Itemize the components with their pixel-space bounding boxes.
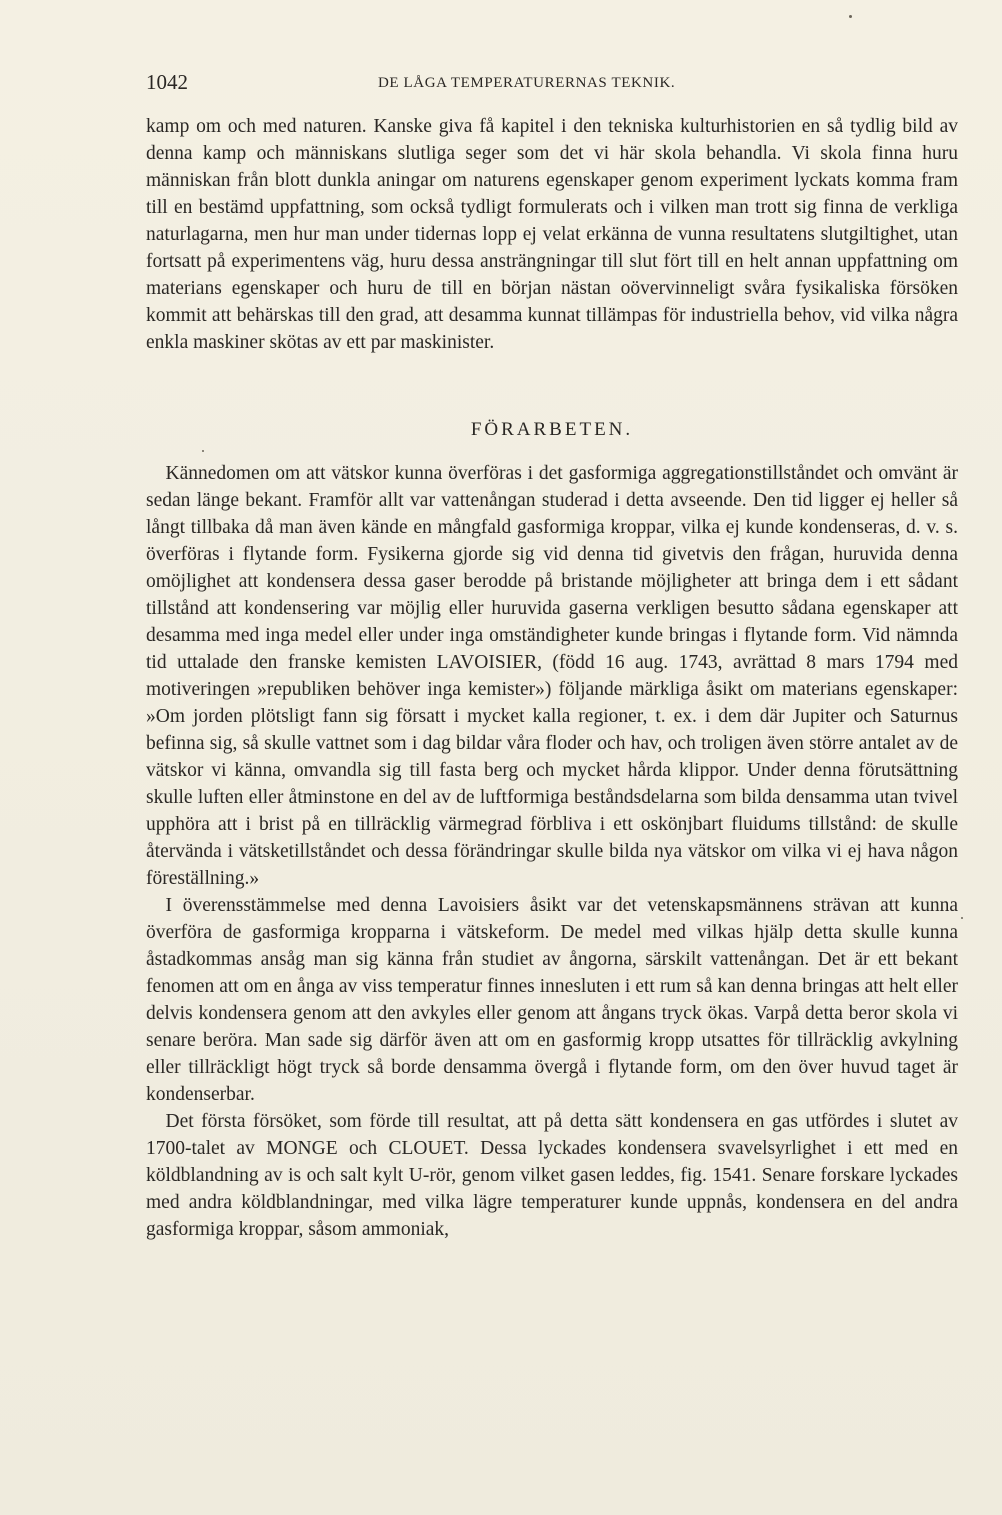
- ink-speck: [202, 450, 204, 452]
- page-number: 1042: [146, 70, 188, 94]
- paragraph-forarbeten: Kännedomen om att vätskor kunna överföras i det gasformiga aggregationstillståndet och omvänt är sedan länge bekant. Framför allt var vattenångan studerad i detta avseende. Den tid ligger ej heller så långt tillbaka då man även kände en mångfald gasformiga kroppar, vilka ej kunde kondenseras, d. v. s. överföras i flytande form. Fysikerna gjorde sig vid denna tid givetvis den frågan, huruvida denna omöjlighet att kondensera dessa gaser berodde på bristande möjligheter att bringa dem i ett sådant tillstånd att kondensering var möjlig eller huruvida gaserna verkligen besutto sådana egenskaper att desamma med inga medel eller under inga omständigheter kunde bringas i flytande form. Vid nämnda tid uttalade den franske kemisten LAVOISIER, (född 16 aug. 1743, avrättad 8 mars 1794 med motiveringen »republiken behöver inga kemister») följande märkliga åsikt om materians egenskaper: »Om jorden plötsligt fann sig försatt i mycket kalla regioner, t. ex. i dem där Jupiter och Saturnus befinna sig, så skulle vattnet som i dag bildar våra floder och hav, och troligen även större antalet av de vätskor vi känna, omvandla sig till fasta berg och mycket hårda klippor. Under denna förutsättning skulle luften eller åtminstone en del av de luftformiga beståndsdelarna som bilda densamma utan tvivel upphöra att i brist på en tillräcklig värmegrad förbliva i ett oskönjbart fluidums tillstånd: de skulle återvända i vätsketillståndet och dessa förändringar skulle bilda nya vätskor om vilka vi ej hava någon föreställning.»: [146, 463, 958, 889]
- ink-speck: [849, 15, 852, 18]
- body-text: [146, 113, 958, 1243]
- running-title: DE LÅGA TEMPERATURERNAS TEKNIK.: [378, 75, 676, 91]
- section-heading: FÖRARBETEN.: [470, 419, 634, 440]
- paragraph-monge-clouet: Det första försöket, som förde till resultat, att på detta sätt kondensera en gas utfördes i slutet av 1700-talet av MONGE och CLOUET. Dessa lyckades kondensera svavelsyrlighet i ett med en köldblandning av is och salt kylt U-rör, genom vilket gasen leddes, fig. 1541. Senare forskare lyckades med andra köldblandningar, med vilka lägre temperaturer kunde uppnås, kondensera en del andra gasformiga kroppar, såsom ammoniak,: [146, 1111, 958, 1240]
- paragraph-lavoisier: I överensstämmelse med denna Lavoisiers åsikt var det vetenskapsmännens strävan att kunna överföra de gasformiga kropparna i vätskeform. De medel med vilkas hjälp detta skulle kunna åstadkommas ansåg man sig känna från studiet av ångorna, särskilt vattenångan. Det är ett bekant fenomen att om en ånga av viss temperatur finnes innesluten i ett rum så kan denna bringas att helt eller delvis kondensera genom att den avkyles eller genom att ångans tryck ökas. Varpå detta beror skola vi senare beröra. Man sade sig därför även att om en gasformig kropp utsattes för tillräcklig avkylning eller tillräckligt högt tryck så borde densamma övergå i flytande form, om den över huvud taget är kondenserbar.: [146, 895, 958, 1105]
- ink-speck: [961, 917, 963, 919]
- page-header: [146, 70, 958, 100]
- paragraph-intro: kamp om och med naturen. Kanske giva få kapitel i den tekniska kulturhistorien en så tydlig bild av denna kamp och människans slutliga seger som det vi här skola behandla. Vi skola finna huru människan från blott dunkla aningar om naturens egenskaper genom experiment lyckats komma fram till en bestämd uppfattning, som också tydligt formulerats och i vilken man trott sig finna de verkliga naturlagarna, men hur man under tidernas lopp ej velat erkänna de vunna resultatens slutgiltighet, utan fortsatt på experimentens väg, huru dessa ansträngningar till slut fört till en helt annan uppfattning om materians egenskaper och huru de till en början nästan oövervinneligt svåra fysikaliska försöken kommit att behärskas till den grad, att desamma kunnat tillämpas för industriella behov, vid vilka några enkla maskiner skötas av ett par maskinister.: [146, 116, 958, 353]
